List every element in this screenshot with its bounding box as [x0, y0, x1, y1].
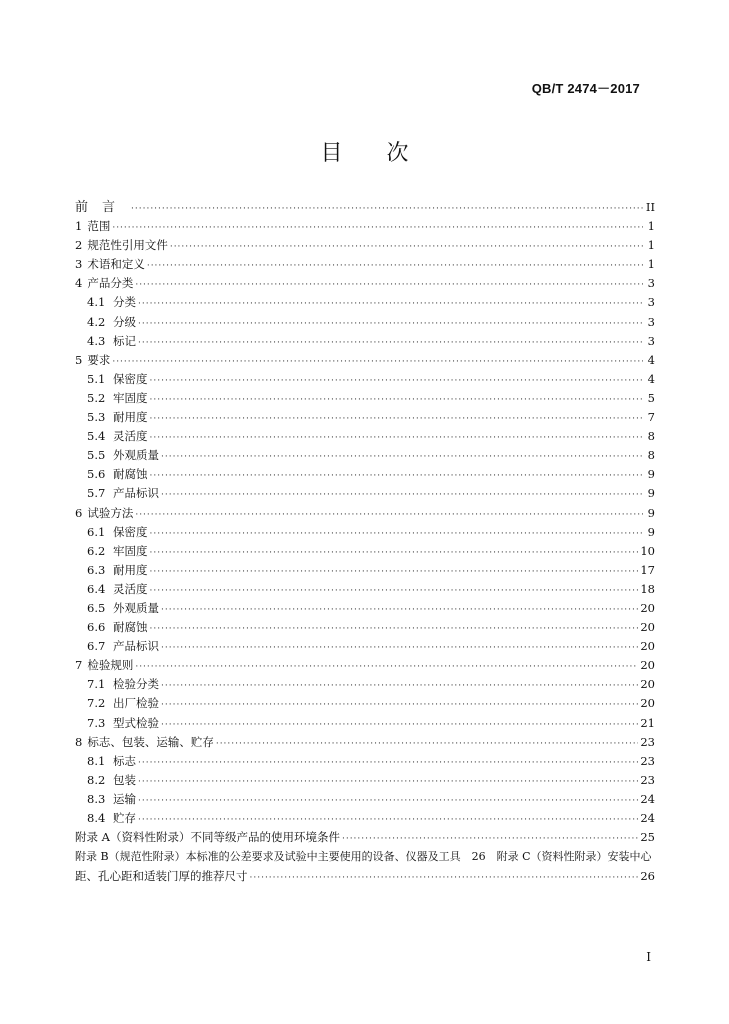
- toc-entry-title: 外观质量: [113, 448, 159, 463]
- toc-entry[interactable]: [75, 446, 655, 465]
- toc-entry-title: 检验分类: [113, 677, 159, 692]
- toc-entry-page: 8: [647, 448, 655, 463]
- dot-leader: [150, 582, 639, 601]
- toc-entry[interactable]: [75, 255, 655, 274]
- toc-entry[interactable]: [75, 351, 655, 370]
- toc-entry[interactable]: [75, 637, 655, 656]
- dot-leader: [150, 372, 644, 391]
- toc-entry-title: 分级: [113, 314, 136, 329]
- dot-leader: [150, 525, 644, 544]
- toc-entry-title: 标志: [113, 753, 136, 768]
- toc-entry-title: 术语和定义: [87, 257, 145, 272]
- toc-entry-title: 附录 A（资料性附录）不同等级产品的使用环境条件: [75, 830, 340, 845]
- toc-entry-page: 3: [647, 314, 655, 329]
- toc-entry-number: 6.3: [87, 562, 106, 577]
- toc-entry-title: 产品标识: [113, 486, 159, 501]
- toc-entry-title: 灵活度: [113, 429, 148, 444]
- toc-entry-number: 5.6: [87, 467, 106, 482]
- toc-entry-number: 7.1: [87, 677, 106, 692]
- toc-entry[interactable]: [75, 332, 655, 351]
- dot-leader: [161, 639, 638, 658]
- toc-entry-page: 20: [640, 620, 655, 635]
- toc-entry-page: 18: [640, 581, 655, 596]
- toc-entry[interactable]: [75, 542, 655, 561]
- dot-leader: [150, 429, 644, 448]
- toc-entry[interactable]: [75, 465, 655, 484]
- dot-leader: [150, 544, 639, 563]
- toc-entry-number: 6.4: [87, 581, 106, 596]
- dot-leader: [131, 200, 643, 219]
- dot-leader: [150, 391, 644, 410]
- dot-leader: [161, 601, 638, 620]
- toc-entry-number: 6: [75, 505, 83, 520]
- toc-entry-title: 标记: [113, 333, 136, 348]
- dot-leader: [161, 696, 638, 715]
- toc-entry-title: 牢固度: [113, 543, 148, 558]
- toc-entry-title: 耐腐蚀: [113, 620, 148, 635]
- toc-entry-title: 型式检验: [113, 715, 159, 730]
- toc-entry-title: 前言: [75, 200, 130, 215]
- toc-entry-page: 3: [647, 276, 655, 291]
- table-of-contents: [75, 198, 655, 888]
- toc-entry-page: 10: [640, 543, 655, 558]
- toc-entry-number: 5.5: [87, 448, 106, 463]
- toc-entry-page: 20: [640, 658, 655, 673]
- toc-entry-title: 耐用度: [113, 410, 148, 425]
- dot-leader: [161, 677, 638, 696]
- toc-entry[interactable]: [75, 274, 655, 293]
- dot-leader: [161, 448, 643, 467]
- toc-entry[interactable]: [75, 809, 655, 828]
- toc-entry[interactable]: [75, 408, 655, 427]
- toc-entry-page: 8: [647, 429, 655, 444]
- toc-entry[interactable]: [75, 580, 655, 599]
- dot-leader: [138, 295, 643, 314]
- annex-line-2-page: 26: [640, 868, 655, 883]
- toc-entry-number: 8.1: [87, 753, 106, 768]
- toc-entry-title: 耐用度: [113, 562, 148, 577]
- dot-leader: [250, 869, 639, 889]
- toc-entry-title: 产品标识: [113, 639, 159, 654]
- toc-entry-number: 5.4: [87, 429, 106, 444]
- toc-entry-page: 20: [640, 639, 655, 654]
- dot-leader: [112, 353, 643, 372]
- toc-entry[interactable]: [75, 198, 655, 217]
- toc-entry-title: 分类: [113, 295, 136, 310]
- toc-entry[interactable]: [75, 733, 655, 752]
- toc-entry-title: 耐腐蚀: [113, 467, 148, 482]
- toc-entry-number: 6.5: [87, 600, 106, 615]
- page-title: 目次: [320, 141, 453, 166]
- toc-entry-number: 5.2: [87, 390, 106, 405]
- toc-entry-page: 17: [640, 562, 655, 577]
- toc-entry-number: 3: [75, 257, 83, 272]
- toc-entry-page: 4: [647, 352, 655, 367]
- toc-entry-title: 保密度: [113, 524, 148, 539]
- toc-entry[interactable]: [75, 561, 655, 580]
- toc-entry[interactable]: [75, 771, 655, 790]
- toc-entry-number: 6.6: [87, 620, 106, 635]
- toc-entry[interactable]: [75, 313, 655, 332]
- toc-entry-page: II: [645, 200, 655, 214]
- toc-entry[interactable]: [75, 618, 655, 637]
- dot-leader: [147, 257, 643, 276]
- dot-leader: [138, 792, 638, 811]
- page-number: I: [646, 950, 651, 964]
- toc-entry-title: 灵活度: [113, 581, 148, 596]
- toc-entry-title: 牢固度: [113, 390, 148, 405]
- toc-entry-title: 标志、包装、运输、贮存: [87, 734, 214, 749]
- toc-entry[interactable]: [75, 790, 655, 809]
- toc-entry[interactable]: [75, 389, 655, 408]
- toc-entry[interactable]: [75, 675, 655, 694]
- toc-entry-page: 9: [647, 505, 655, 520]
- toc-entry-annex-wrapped[interactable]: [75, 847, 655, 888]
- annex-line-2: [75, 867, 655, 889]
- toc-entry-page: 3: [647, 295, 655, 310]
- dot-leader: [150, 620, 639, 639]
- toc-entry-page: 24: [640, 811, 655, 825]
- toc-entry-number: 2: [75, 238, 83, 253]
- toc-entry-title: 包装: [113, 772, 136, 787]
- dot-leader: [150, 563, 639, 582]
- toc-entry[interactable]: [75, 694, 655, 713]
- toc-entry[interactable]: [75, 293, 655, 312]
- toc-entry-title: 检验规则: [87, 658, 134, 673]
- dot-leader: [112, 219, 643, 238]
- dot-leader: [161, 716, 638, 735]
- toc-entry-number: 6.1: [87, 524, 106, 539]
- dot-leader: [161, 486, 643, 505]
- toc-entry-number: 6.7: [87, 639, 106, 654]
- toc-entry-page: 23: [640, 753, 655, 768]
- toc-entry-page: 9: [647, 486, 655, 501]
- toc-entry-title: 要求: [87, 352, 111, 367]
- toc-entry-page: 1: [647, 257, 655, 272]
- toc-entry-page: 25: [640, 830, 655, 845]
- toc-entry[interactable]: [75, 236, 655, 255]
- dot-leader: [135, 276, 643, 295]
- toc-entry-number: 5.1: [87, 371, 106, 386]
- toc-entry-page: 1: [647, 219, 655, 234]
- toc-entry-number: 8.3: [87, 791, 106, 806]
- toc-entry-title: 运输: [113, 791, 136, 806]
- toc-entry-page: 7: [647, 410, 655, 425]
- toc-entry-number: 7.3: [87, 715, 106, 730]
- toc-entry-page: 9: [647, 524, 655, 539]
- toc-entry-page: 24: [640, 791, 655, 806]
- toc-entry[interactable]: [75, 752, 655, 771]
- standard-code: QB/T 2474－2017: [531, 81, 640, 96]
- toc-entry-number: 4: [75, 276, 83, 291]
- toc-entry-page: 23: [640, 734, 655, 749]
- toc-entry[interactable]: [75, 714, 655, 733]
- toc-entry-title: 出厂检验: [113, 696, 159, 711]
- dot-leader: [138, 334, 643, 353]
- toc-entry[interactable]: [75, 504, 655, 523]
- dot-leader: [138, 315, 643, 334]
- toc-entry-title: 保密度: [113, 371, 148, 386]
- dot-leader: [138, 773, 638, 792]
- dot-leader: [138, 754, 638, 773]
- toc-entry-number: 8.4: [87, 811, 106, 825]
- toc-entry-number: 4.2: [87, 314, 106, 329]
- toc-entry-title: 范围: [87, 219, 111, 234]
- toc-entry-page: 21: [640, 715, 655, 730]
- toc-entry-number: 6.2: [87, 543, 106, 558]
- dot-leader: [216, 735, 639, 754]
- toc-entry[interactable]: [75, 828, 655, 847]
- toc-entry-page: 5: [647, 390, 655, 405]
- toc-entry-page: 9: [647, 467, 655, 482]
- toc-entry-number: 1: [75, 219, 83, 234]
- dot-leader: [170, 238, 643, 257]
- toc-entry-number: 5.3: [87, 410, 106, 425]
- toc-entry-number: 7.2: [87, 696, 106, 711]
- toc-entry[interactable]: [75, 656, 655, 675]
- toc-entry-page: 23: [640, 772, 655, 787]
- toc-entry[interactable]: [75, 599, 655, 618]
- dot-leader: [150, 410, 644, 429]
- toc-entry-number: 4.1: [87, 295, 106, 310]
- toc-entry[interactable]: [75, 217, 655, 236]
- toc-entry[interactable]: [75, 484, 655, 503]
- toc-entry-title: 试验方法: [87, 505, 134, 520]
- annex-line-2-label: 距、孔心距和适装门厚的推荐尺寸: [75, 868, 248, 883]
- toc-entry-number: 7: [75, 658, 83, 673]
- toc-entry[interactable]: [75, 427, 655, 446]
- toc-entry-page: 3: [647, 333, 655, 348]
- toc-entry-page: 20: [640, 696, 655, 711]
- dot-leader: [135, 658, 638, 677]
- toc-entry-number: 5.7: [87, 486, 106, 501]
- toc-entry-title: 产品分类: [87, 276, 134, 291]
- toc-entry-number: 5: [75, 352, 83, 367]
- dot-leader: [135, 506, 643, 525]
- toc-entry-number: 8.2: [87, 772, 106, 787]
- toc-entry-title: 规范性引用文件: [87, 238, 168, 253]
- toc-entry-title: 贮存: [113, 811, 136, 825]
- toc-entry-number: 8: [75, 734, 83, 749]
- toc-entry-number: 4.3: [87, 333, 106, 348]
- toc-entry-page: 4: [647, 371, 655, 386]
- toc-entry-page: 20: [640, 677, 655, 692]
- toc-entry-title: 外观质量: [113, 600, 159, 615]
- toc-entry[interactable]: [75, 370, 655, 389]
- dot-leader: [150, 467, 644, 486]
- annex-line-1: 附录 B（规范性附录）本标准的公差要求及试验中主要使用的设备、仪器及工具 26 附录 C（资料性附录）安装中心: [75, 850, 652, 864]
- toc-entry-page: 1: [647, 238, 655, 253]
- toc-entry-page: 20: [640, 600, 655, 615]
- toc-entry[interactable]: [75, 523, 655, 542]
